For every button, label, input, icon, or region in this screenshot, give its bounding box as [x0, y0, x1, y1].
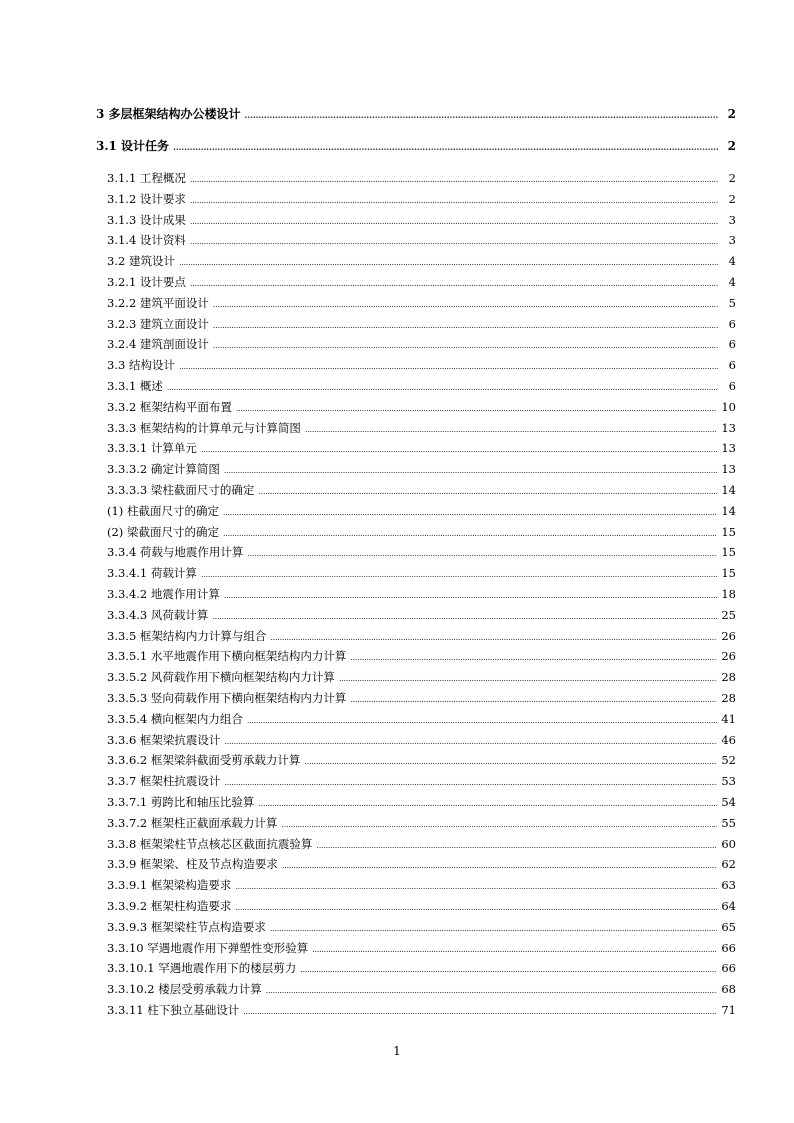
toc-entry-title: 3.3.6.2 框架梁斜截面受剪承载力计算	[107, 753, 301, 768]
toc-entry-title: 3.3.7.1 剪跨比和轴压比验算	[107, 795, 255, 809]
toc-leader-dots	[312, 940, 717, 960]
toc-entry-page: 13	[721, 462, 736, 477]
toc-entry-page: 15	[721, 545, 736, 560]
toc-entry-page: 53	[721, 774, 736, 789]
toc-leader-dots	[213, 295, 718, 315]
toc-entry-title: 3.3.5.1 水平地震作用下横向框架结构内力计算	[107, 649, 347, 664]
toc-leader-dots	[304, 752, 717, 772]
toc-entry[interactable]	[107, 272, 736, 292]
toc-entry-page: 6	[728, 337, 736, 352]
toc-entry[interactable]	[107, 917, 736, 937]
toc-entry-title: 3.3.4.2 地震作用计算	[107, 587, 220, 601]
toc-entry[interactable]	[107, 938, 736, 958]
toc-leader-dots	[258, 794, 717, 814]
toc-entry[interactable]	[107, 542, 736, 562]
toc-entry[interactable]	[107, 834, 736, 854]
toc-entry-page: 60	[721, 836, 736, 851]
toc-entry-title: 3.3.10.1 罕遇地震作用下的楼层剪力	[107, 961, 297, 976]
toc-entry[interactable]	[107, 730, 736, 750]
toc-leader-dots	[179, 357, 718, 377]
toc-entry-page: 65	[721, 919, 736, 934]
toc-entry-page: 25	[721, 607, 736, 622]
toc-entry-title: 3.3.5.4 横向框架内力组合	[107, 711, 243, 726]
toc-leader-dots	[224, 461, 717, 481]
toc-entry-page: 4	[728, 254, 736, 269]
toc-entry[interactable]	[107, 459, 736, 479]
toc-entry-page: 64	[721, 899, 736, 913]
toc-entry[interactable]	[107, 563, 736, 583]
toc-leader-dots	[266, 981, 718, 1001]
toc-entry-page: 26	[721, 628, 736, 643]
toc-entry-page: 10	[721, 399, 736, 414]
toc-leader-dots	[282, 856, 717, 876]
toc-entry-title: 3.3.1 概述	[107, 379, 163, 393]
toc-entry-title: 3.1.1 工程概况	[107, 171, 186, 185]
toc-leader-dots	[245, 105, 718, 125]
toc-entry[interactable]	[107, 688, 736, 708]
toc-leader-dots	[243, 1002, 717, 1022]
toc-entry-title: 3.3.9.3 框架梁柱节点构造要求	[107, 919, 266, 934]
toc-entry-page: 14	[721, 483, 736, 497]
toc-entry[interactable]	[107, 293, 736, 313]
toc-entry-page: 6	[728, 358, 736, 373]
toc-entry[interactable]	[107, 709, 736, 729]
toc-leader-dots	[224, 586, 717, 606]
toc-entry-page: 2	[728, 171, 736, 185]
toc-leader-dots	[223, 524, 717, 544]
toc-leader-dots	[281, 815, 717, 835]
toc-entry[interactable]	[107, 355, 736, 375]
toc-leader-dots	[201, 440, 717, 460]
toc-entry[interactable]	[96, 136, 736, 156]
toc-entry-title: 3.1.3 设计成果	[107, 212, 186, 227]
toc-leader-dots	[190, 191, 718, 211]
toc-entry-title: 3.3.10.2 楼层受剪承载力计算	[107, 982, 262, 997]
toc-leader-dots	[173, 137, 718, 157]
toc-entry[interactable]	[107, 646, 736, 666]
toc-entry-page: 2	[727, 107, 736, 121]
toc-entry-title: 3.3.10 罕遇地震作用下弹塑性变形验算	[107, 940, 309, 955]
toc-entry-page: 41	[721, 711, 736, 726]
toc-entry[interactable]	[107, 314, 736, 334]
toc-leader-dots	[190, 274, 718, 294]
toc-leader-dots	[190, 170, 718, 190]
toc-entry-title: 3.3.5.2 风荷载作用下横向框架结构内力计算	[107, 670, 335, 685]
toc-entry-page: 6	[728, 316, 736, 331]
toc-leader-dots	[223, 503, 717, 523]
toc-entry[interactable]	[107, 438, 736, 458]
toc-entry[interactable]	[107, 854, 736, 874]
toc-leader-dots	[235, 877, 717, 897]
toc-leader-dots	[235, 898, 717, 918]
toc-entry-title: 3.3.4 荷载与地震作用计算	[107, 545, 244, 560]
toc-entry-title: 3.3.9 框架梁、柱及节点构造要求	[107, 857, 278, 872]
toc-entry-title: 3.1 设计任务	[96, 139, 170, 153]
toc-entry[interactable]	[107, 251, 736, 271]
toc-entry-page: 14	[721, 503, 736, 518]
toc-entry-title: 3.3.3.3 梁柱截面尺寸的确定	[107, 483, 255, 497]
toc-leader-dots	[339, 669, 717, 689]
toc-leader-dots	[247, 711, 717, 731]
toc-entry-page: 6	[728, 379, 736, 393]
toc-leader-dots	[167, 378, 718, 398]
toc-entry-title: 3.3 结构设计	[107, 358, 175, 373]
toc-entry-page: 26	[721, 649, 736, 664]
toc-entry-page: 15	[721, 524, 736, 539]
toc-entry-title: 3.3.2 框架结构平面布置	[107, 399, 232, 414]
toc-entry-page: 2	[727, 139, 736, 153]
toc-entry-page: 66	[721, 961, 736, 976]
toc-entry[interactable]	[107, 189, 736, 209]
toc-entry-title: 3.3.7 框架柱抗震设计	[107, 774, 221, 789]
toc-entry-page: 15	[721, 566, 736, 581]
toc-entry[interactable]	[107, 501, 736, 521]
toc-leader-dots	[213, 336, 718, 356]
toc-entry-title: 3.2 建筑设计	[107, 254, 175, 269]
toc-entry[interactable]	[107, 605, 736, 625]
toc-leader-dots	[212, 607, 717, 627]
toc-entry[interactable]	[107, 376, 736, 396]
toc-entry[interactable]	[107, 230, 736, 250]
toc-entry-title: 3.3.11 柱下独立基础设计	[107, 1003, 240, 1017]
toc-leader-dots	[224, 732, 717, 752]
toc-entry-page: 3	[728, 233, 736, 248]
toc-entry-page: 18	[721, 587, 736, 601]
toc-entry[interactable]	[107, 792, 736, 812]
toc-entry-title: 3.3.4.3 风荷载计算	[107, 607, 209, 622]
toc-entry[interactable]	[107, 771, 736, 791]
toc-entry-title: 3.3.3.2 确定计算简图	[107, 462, 220, 477]
toc-entry-title: 3.2.4 建筑剖面设计	[107, 337, 209, 352]
toc-leader-dots	[236, 399, 717, 419]
toc-entry[interactable]	[107, 667, 736, 687]
toc-entry-page: 54	[721, 795, 736, 809]
toc-entry-title: 3.3.9.2 框架柱构造要求	[107, 899, 232, 913]
toc-entry-page: 4	[728, 275, 736, 289]
toc-entry[interactable]	[107, 750, 736, 770]
toc-leader-dots	[350, 690, 717, 710]
toc-entry-page: 55	[721, 815, 736, 830]
toc-entry-page: 68	[721, 982, 736, 997]
toc-entry-page: 13	[721, 420, 736, 435]
toc-entry[interactable]	[107, 210, 736, 230]
toc-entry-title: 3.3.3 框架结构的计算单元与计算简图	[107, 420, 301, 435]
toc-leader-dots	[270, 919, 717, 939]
toc-entry[interactable]	[107, 979, 736, 999]
toc-entry-title: 3.1.2 设计要求	[107, 191, 186, 206]
toc-leader-dots	[224, 773, 717, 793]
toc-entry[interactable]	[107, 418, 736, 438]
toc-entry-page: 2	[728, 191, 736, 206]
toc-entry-page: 71	[721, 1003, 736, 1017]
toc-entry[interactable]	[107, 168, 736, 188]
toc-leader-dots	[270, 628, 717, 648]
toc-entry-page: 3	[728, 212, 736, 227]
toc-entry-title: 3.1.4 设计资料	[107, 233, 186, 248]
toc-entry-page: 28	[721, 670, 736, 685]
toc-entry[interactable]	[107, 334, 736, 354]
toc-entry-page: 5	[728, 295, 736, 310]
page-number: 1	[393, 1044, 401, 1058]
toc-entry-title: 3.3.4.1 荷载计算	[107, 566, 197, 581]
toc-entry-page: 66	[721, 940, 736, 955]
toc-entry[interactable]	[107, 958, 736, 978]
toc-leader-dots	[201, 565, 717, 585]
toc-entry[interactable]	[107, 480, 736, 500]
toc-entry-title: 3.3.9.1 框架梁构造要求	[107, 878, 232, 893]
toc-entry[interactable]	[107, 813, 736, 833]
toc-entry[interactable]	[107, 1000, 736, 1020]
toc-entry-page: 63	[721, 878, 736, 893]
toc-leader-dots	[213, 316, 718, 336]
toc-entry[interactable]	[107, 522, 736, 542]
toc-entry[interactable]	[107, 896, 736, 916]
toc-leader-dots	[179, 253, 718, 273]
toc-entry[interactable]	[107, 875, 736, 895]
toc-entry-title: (2) 梁截面尺寸的确定	[107, 524, 219, 539]
toc-entry[interactable]	[107, 626, 736, 646]
toc-entry-title: 3.2.2 建筑平面设计	[107, 295, 209, 310]
toc-entry-page: 52	[721, 753, 736, 768]
toc-entry[interactable]	[107, 397, 736, 417]
toc-leader-dots	[305, 420, 717, 440]
toc-leader-dots	[316, 836, 717, 856]
toc-entry-title: 3.3.7.2 框架柱正截面承载力计算	[107, 815, 278, 830]
toc-leader-dots	[258, 482, 717, 502]
toc-entry[interactable]	[107, 584, 736, 604]
toc-leader-dots	[190, 212, 718, 232]
toc-entry-title: 3.2.3 建筑立面设计	[107, 316, 209, 331]
toc-leader-dots	[190, 232, 718, 252]
toc-entry[interactable]	[96, 104, 736, 124]
toc-leader-dots	[300, 960, 717, 980]
toc-entry-page: 28	[721, 691, 736, 705]
toc-entry-page: 13	[721, 441, 736, 456]
toc-entry-title: 3.2.1 设计要点	[107, 275, 186, 289]
toc-entry-title: 3.3.6 框架梁抗震设计	[107, 732, 221, 747]
toc-entry-title: 3.3.8 框架梁柱节点核芯区截面抗震验算	[107, 836, 313, 851]
toc-leader-dots	[350, 648, 717, 668]
toc-entry-title: (1) 柱截面尺寸的确定	[107, 503, 219, 518]
toc-entry-title: 3.3.5.3 竖向荷载作用下横向框架结构内力计算	[107, 691, 347, 705]
toc-entry-title: 3.3.3.1 计算单元	[107, 441, 197, 456]
toc-entry-page: 62	[721, 857, 736, 872]
toc-entry-title: 3 多层框架结构办公楼设计	[96, 107, 241, 121]
toc-leader-dots	[247, 544, 717, 564]
toc-entry-title: 3.3.5 框架结构内力计算与组合	[107, 628, 267, 643]
toc-entry-page: 46	[721, 732, 736, 747]
